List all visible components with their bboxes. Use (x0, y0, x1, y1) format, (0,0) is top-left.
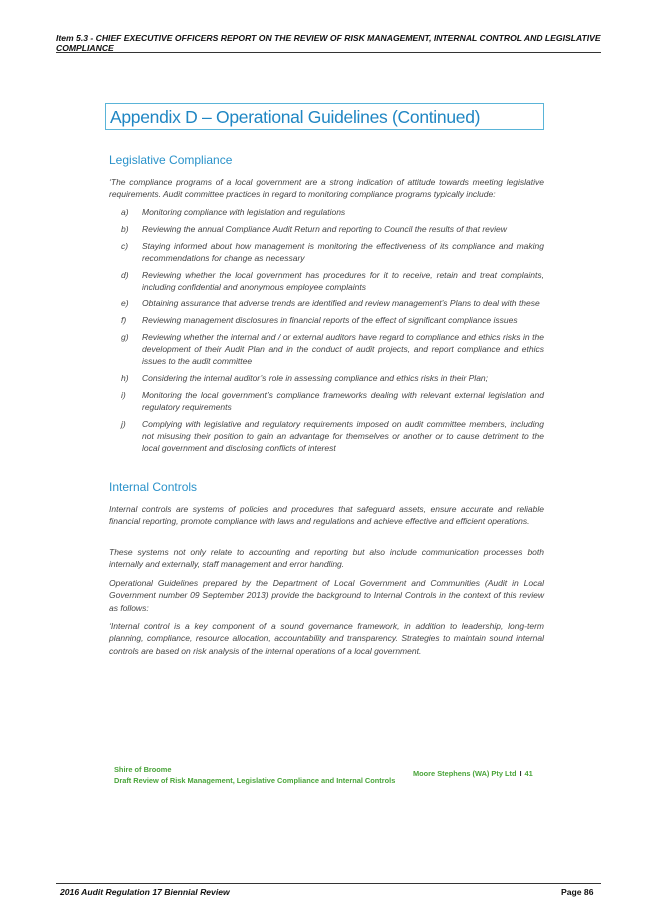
footer-firm: Moore Stephens (WA) Pty Ltd (413, 769, 517, 778)
bottom-divider (56, 883, 601, 884)
footer-org: Shire of Broome (114, 765, 172, 774)
list-item: g) Reviewing whether the internal and / or external auditors have regard to compliance and ethics risks in the development of their Audit Plan and in the conduct of audit projects, and report compliance and ethics issues to the audit committee (121, 332, 544, 367)
list-item: h) Considering the internal auditor’s role in assessing compliance and ethics risks in their Plan; (121, 372, 489, 383)
list-item: e) Obtaining assurance that adverse trends are identified and review management’s Plans to deal with these (121, 298, 540, 309)
footer-separator: I (519, 769, 522, 778)
list-item: j) Complying with legislative and regulatory requirements imposed on audit committee members, including not misusing their position to gain an advantage for themselves or another or to cause detriment to the local government and disclosing conflicts of interest (121, 418, 544, 453)
footer-page-number: 41 (524, 769, 533, 778)
list-item: b) Reviewing the annual Compliance Audit Return and reporting to Council the results of that review (121, 223, 507, 234)
page-header: Item 5.3 - CHIEF EXECUTIVE OFFICERS REPORT ON THE REVIEW OF RISK MANAGEMENT, INTERNAL CONTROL AND LEGISLATIVE COMPLIANCE (56, 33, 601, 53)
appendix-title: Appendix D – Operational Guidelines (Continued) (110, 107, 481, 127)
list-item: d) Reviewing whether the local government has procedures for it to receive, retain and treat complaints, including confidential and anonymous employee complaints (121, 269, 544, 292)
list-item: a) Monitoring compliance with legislation and regulations (121, 207, 346, 217)
footer-right (413, 769, 533, 778)
footer-doc-title: Draft Review of Risk Management, Legislative Compliance and Internal Controls (114, 776, 396, 785)
list-item: i) Monitoring the local government’s compliance frameworks dealing with relevant external legislation and regulatory requirements (121, 389, 544, 412)
list-item: c) Staying informed about how management is monitoring the effectiveness of its compliance and making recommendations for change as necessary (121, 240, 544, 263)
internal-paragraph-3: Operational Guidelines prepared by the Department of Local Government and Communities (Audit in Local Government number 09 September 2013) provide the background to Internal Controls in the context of this review as follows: (109, 578, 544, 613)
internal-controls-heading: Internal Controls (109, 480, 198, 494)
legislative-heading: Legislative Compliance (109, 153, 233, 167)
internal-paragraph-2: These systems not only relate to accounting and reporting but also include communication processes both internally and externally, staff management and error handling. (109, 547, 544, 570)
compliance-practices-list (109, 207, 544, 459)
internal-paragraph-4: ‘Internal control is a key component of a sound governance framework, in addition to leadership, long-term planning, compliance, resource allocation, accountability and transparency. Strategies to maintain sound internal controls are based on risk analysis of the internal operations of a local government. (109, 621, 544, 656)
list-item: f) Reviewing management disclosures in financial reports of the effect of significant compliance issues (121, 315, 518, 326)
footer-left (114, 764, 395, 786)
legislative-intro: ‘The compliance programs of a local government are a strong indication of attitude towards meeting legislative requirements. Audit committee practices in regard to monitoring compliance programs typically include: (109, 177, 544, 200)
bottom-page-number: Page 86 (561, 887, 594, 897)
header-divider (56, 52, 601, 53)
bottom-left-text: 2016 Audit Regulation 17 Biennial Review (60, 887, 230, 897)
internal-paragraph-1: Internal controls are systems of policies and procedures that safeguard assets, ensure accurate and reliable financial reporting, promote compliance with laws and regulations and achieve effective and efficient operations. (109, 504, 544, 527)
appendix-title-box (105, 103, 544, 130)
